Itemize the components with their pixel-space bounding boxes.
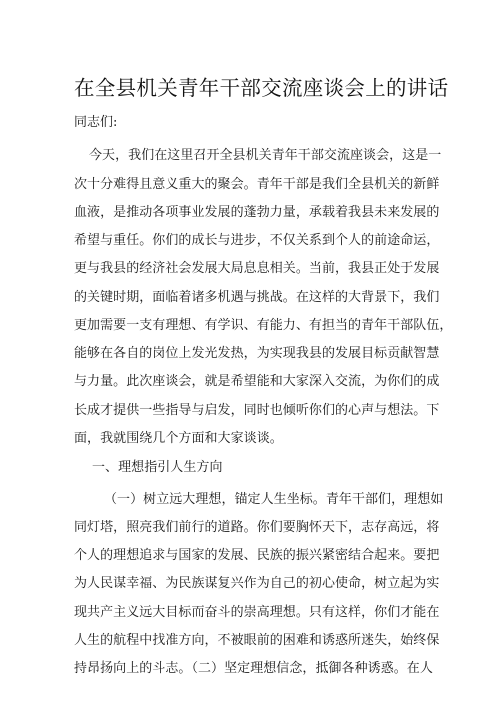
body-line: 更加需要一支有理想、有学识、有能力、有担当的青年干部队伍， (74, 318, 453, 333)
body-line: 个人的理想追求与国家的发展、民族的振兴紧密结合起来。要把 (74, 548, 440, 563)
body-line: 现共产主义远大目标而奋斗的崇高理想。只有这样，你们才能在 (74, 605, 440, 620)
body-line: 同灯塔，照亮我们前行的道路。你们要胸怀天下，志存高远，将 (74, 520, 440, 535)
body-line: 更与我县的经济社会发展大局息息相关。当前，我县正处于发展 (74, 261, 440, 276)
body-line: 血液，是推动各项事业发展的蓬勃力量，承载着我县未来发展的 (74, 205, 440, 220)
body-line: 人生的航程中找准方向，不被眼前的困难和诱惑所迷失，始终保 (74, 633, 440, 648)
body-line: 与力量。此次座谈会，就是希望能和大家深入交流，为你们的成 (74, 374, 440, 389)
body-line: 为人民谋幸福、为民族谋复兴作为自己的初心使命，树立起为实 (74, 576, 440, 591)
document-title: 在全县机关青年干部交流座谈会上的讲话 (74, 76, 449, 100)
body-line: 长成才提供一些指导与启发，同时也倾听你们的心声与想法。下 (74, 403, 440, 418)
section-heading: 一、理想指引人生方向 (92, 460, 223, 475)
body-line: 能够在各自的岗位上发光发热，为实现我县的发展目标贡献智慧 (74, 346, 440, 361)
body-line: 希望与重任。你们的成长与进步，不仅关系到个人的前途命运， (74, 233, 440, 248)
body-line: 面，我就围绕几个方面和大家谈谈。 (74, 431, 283, 446)
body-line: 持昂扬向上的斗志。（二）坚定理想信念，抵御各种诱惑。在人 (74, 661, 433, 676)
body-line: 今天，我们在这里召开全县机关青年干部交流座谈会，这是一 (89, 148, 442, 163)
body-line: （一）树立远大理想，锚定人生坐标。青年干部们，理想如 (104, 492, 444, 507)
body-line: 次十分难得且意义重大的聚会。青年干部是我们全县机关的新鲜 (74, 177, 440, 192)
salutation: 同志们: (74, 115, 118, 130)
body-line: 的关键时期，面临着诸多机遇与挑战。在这样的大背景下，我们 (74, 290, 440, 305)
